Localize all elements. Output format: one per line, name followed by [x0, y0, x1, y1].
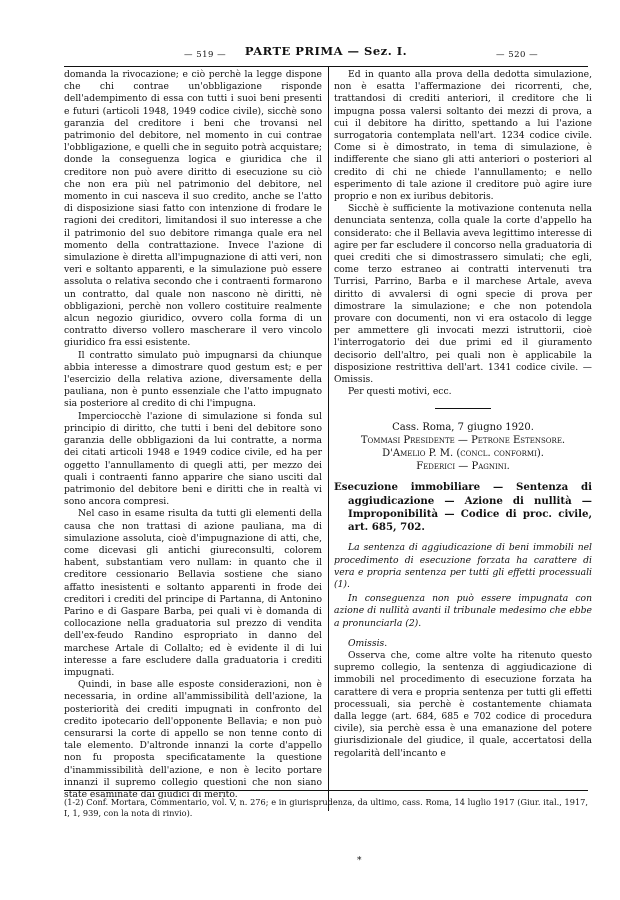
section-separator [435, 408, 491, 409]
case-prosecutor: D'Amelio P. M. (concl. conformi). [382, 448, 544, 460]
omissis: Omissis. [348, 637, 388, 649]
case-judges: Tommasi Presidente — Petrone Estensore. [360, 435, 566, 447]
left-paragraph-4: Nel caso in esame risulta da tutti gli elementi della causa che non trattasi di azione pauliana, ma di simulazione assoluta, cioè d'impugnazione di atti, che, come dicevasi gli antichi giureconsulti, colorem habent, substantiam vero nullam: in quanto che il creditore cessionario Bellavia sostiene che siano affatto inesistenti e soltanto apparenti in frode dei creditori i crediti del principe di Partanna, di Antonino Parino e di Gaspare Barba, pei quali vi è domanda di collocazione nella graduatoria sul prezzo di vendita dell'ex-feudo Randino espropriato in danno del marchese Artale di Collalto; ed è evidente il di lui interesse a fare escludere dalla graduatoria i crediti impugnati. [64, 508, 322, 678]
column-divider [328, 67, 329, 811]
right-column [334, 69, 592, 760]
bottom-mark: * [357, 856, 362, 866]
page-number-right: — 520 — [496, 50, 539, 60]
case-court: Cass. Roma, 7 giugno 1920. [392, 422, 534, 434]
running-header [64, 44, 588, 66]
maxim-1: La sentenza di aggiudicazione di beni immobili nel procedimento di esecuzione forzata ha carattere di vera e propria sentenza per tutti gli effetti processuali (1). [334, 542, 592, 590]
running-title: PARTE PRIMA — Sez. I. [244, 44, 408, 58]
left-paragraph-3: Imperciocchè l'azione di simulazione si fonda sul principio di diritto, che tutti i beni del debitore sono garanzia delle obbligazioni da lui contratte, a norma dei citati articoli 1948 e 1949 codice civile, ed ha per oggetto l'annullamento di quegli atti, per mezzo dei quali i contraenti fanno apparire che siano usciti dal patrimonio del debitore beni e diritti che in realtà vi sono ancora compresi. [64, 410, 322, 508]
maxim-2: In conseguenza non può essere impugnata con azione di nullità avanti il tribunale medesimo che ebbe a pronunciarla (2). [334, 593, 592, 629]
footnote: (1-2) Conf. Mortara, Commentario, vol. V, n. 276; e in giurisprudenza, da ultimo, cass. Roma, 14 luglio 1917 (Giur. ital., 1917, I, 1, 939, con la nota di rinvio). [64, 797, 588, 818]
maxim-heading-text: Esecuzione immobiliare — Sentenza di aggiudicazione — Azione di nullità — Improponibilità — Codice di proc. civile, art. 685, 702. [334, 481, 592, 534]
left-paragraph-2: Il contratto simulato può impugnarsi da chiunque abbia interesse a dimostrare quod gestum est; e per l'esercizio della relativa azione, diversamente della pauliana, non è punto essenziale che l'atto impugnato sia posteriore al credito di chi l'impugna. [64, 349, 322, 410]
footnote-rule [64, 790, 588, 791]
two-column-body [64, 67, 592, 811]
right-paragraph-final: Osserva che, come altre volte ha ritenuto questo supremo collegio, la sentenza di aggiudicazione di immobili nel procedimento di esecuzione forzata ha carattere di vera e propria sentenza per tutti gli effetti processuali, sia perchè è costantemente chiamata dalla legge (art. 684, 685 e 702 codice di procedura civile), sia perchè essa è una emanazione del potere giurisdizionale del giudice, il quale, accertatosi della regolarità dell'incanto e [334, 649, 592, 759]
footnote-area [64, 790, 588, 819]
right-paragraph-3: Per questi motivi, ecc. [348, 386, 452, 398]
right-paragraph-1: Ed in quanto alla prova della dedotta simulazione, non è esatta l'affermazione dei ricorrenti, che, trattandosi di crediti anteriori, il creditore che li impugna possa valersi soltanto dei mezzi di prova, a cui il debitore ha diritto, spettando a lui l'azione surrogatoria contemplata nell'art. 1234 codice civile. Come si è dimostrato, in tema di simulazione, è indifferente che siano gli atti anteriori o posteriori al credito di chi ne chiede l'annullamento; e nello esperimento di tale azione il creditore può agire iure proprio e non ex iuribus debitoris. [334, 69, 592, 203]
left-paragraph-1: domanda la rivocazione; e ciò perchè la legge dispone che chi contrae un'obbligazione risponde dell'adempimento di essa con tutti i suoi beni presenti e futuri (articoli 1948, 1949 codice civile), sicchè sono garanzia del creditore i beni che trovansi nel patrimonio del debitore, nel momento in cui contrae l'obbligazione, e quelli che in seguito potrà acquistare; donde la conseguenza logica e giuridica che il creditore non può avere diritto di esecuzione su ciò che non era più nel patrimonio del debitore, nel momento in cui nasceva il suo credito, anche se l'atto di disposizione siasi fatto con intenzione di frodare le ragioni dei creditori, limitandosi il suo interesse a che il patrimonio del suo debitore rimanga quale era nel momento della contrattazione. Invece l'azione di simulazione è diretta all'impugnazione di atti veri, non veri e soltanto apparenti, e la simulazione può essere assoluta o relativa secondo che i contraenti formarono un contratto, dal quale non nascono nè diritti, nè obbligazioni, perchè non vollero costituire realmente alcun negozio giuridico, ovvero colla forma di un contratto diverso vollero mascherare il vero vincolo giuridico fra essi esistente. [64, 69, 322, 349]
left-column [64, 69, 322, 801]
page-number-left: — 519 — [184, 50, 227, 60]
case-parties: Federici — Pagnini. [416, 461, 510, 473]
page [64, 44, 592, 811]
left-paragraph-5: Quindi, in base alle esposte considerazioni, non è necessaria, in ordine all'ammissibilità dell'azione, la posteriorità dei crediti impugnati in confronto del credito ipotecario dell'opponente Bellavia; e non può censurarsi la corte di appello se non tenne conto di tale elemento. D'altronde innanzi la corte d'appello non fu proposta specificatamente la questione d'inammissibilità dell'azione, e non è lecito portare innanzi il supremo collegio questioni che non siano state esaminate dai giudici di merito. [64, 679, 322, 800]
maxim-heading [334, 481, 592, 534]
right-paragraph-2: Sicchè è sufficiente la motivazione contenuta nella denunciata sentenza, colla quale la corte d'appello ha considerato: che il Bellavia aveva legittimo interesse di agire per far escludere il concorso nella graduatoria di quei crediti che si dimostrassero simulati; che egli, come terzo estraneo ai contratti intervenuti tra Turrisi, Parrino, Barba e il marchese Artale, aveva diritto di avvalersi di ogni specie di prova per dimostrare la simulazione; e che non potendola provare con documenti, non vi era ostacolo di legge per ammettere gli invocati mezzi istruttorii, cioè l'interrogatorio dei due primi ed il giuramento decisorio dell'altro, pei quali non è applicabile la disposizione restrittiva dell'art. 1341 codice civile. — Omissis. [334, 203, 592, 386]
